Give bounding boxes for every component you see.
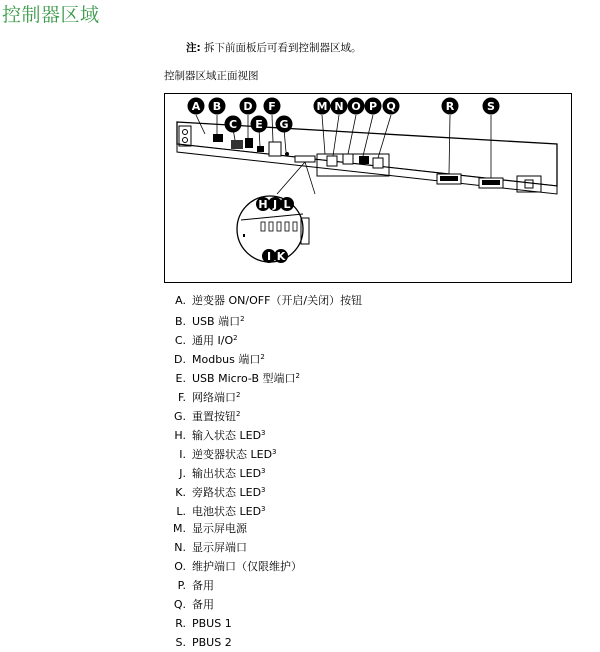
- svg-text:D: D: [243, 100, 253, 113]
- controller-front-view-figure: [164, 93, 572, 283]
- legend-item: [170, 633, 362, 652]
- legend-text: 逆变器 ON/OFF（开启/关闭）按钮: [192, 294, 363, 307]
- legend-footnote-ref: 3: [272, 448, 277, 456]
- callout-p: [365, 98, 382, 115]
- legend-item: [170, 329, 362, 348]
- legend-text: 电池状态 LED: [192, 505, 262, 518]
- callout-b: [209, 98, 226, 115]
- section-title: 控制器区域: [2, 4, 100, 26]
- legend-letter: K.: [175, 486, 186, 499]
- callout-g: [276, 116, 293, 133]
- legend-item: [170, 462, 362, 481]
- legend-letter: L.: [176, 505, 186, 518]
- svg-text:Q: Q: [386, 100, 396, 113]
- callout-m: [314, 98, 331, 115]
- legend-letter: R.: [175, 617, 186, 630]
- legend-item: [170, 443, 362, 462]
- note: [186, 40, 362, 55]
- legend-text: 维护端口（仅限维护）: [192, 560, 302, 573]
- legend-text: PBUS 2: [192, 636, 232, 649]
- legend-letter: I.: [179, 448, 186, 461]
- legend-letter: B.: [174, 315, 186, 328]
- callout-i: [262, 249, 276, 263]
- legend-text: 备用: [192, 579, 214, 592]
- svg-text:E: E: [255, 118, 263, 131]
- legend-letter: D.: [174, 353, 186, 366]
- callout-c: [225, 116, 242, 133]
- legend-item: [170, 405, 362, 424]
- legend-text: USB Micro-B 型端口: [192, 372, 296, 385]
- legend-item: [170, 424, 362, 443]
- legend-item: [170, 557, 362, 576]
- svg-text:A: A: [191, 100, 201, 113]
- svg-text:O: O: [351, 100, 361, 113]
- legend-item: [170, 519, 362, 538]
- legend-text: Modbus 端口: [192, 353, 261, 366]
- callout-f: [264, 98, 281, 115]
- legend-letter: C.: [174, 334, 186, 347]
- callout-q: [383, 98, 400, 115]
- svg-text:K: K: [276, 250, 286, 263]
- usb-micro-port-e: [257, 146, 264, 152]
- legend-letter: N.: [174, 541, 186, 554]
- svg-text:J: J: [272, 198, 278, 211]
- legend-item: [170, 500, 362, 519]
- svg-text:B: B: [212, 100, 222, 113]
- svg-text:L: L: [283, 198, 291, 211]
- legend-letter: J.: [179, 467, 186, 480]
- legend-text: 重置按钮: [192, 410, 236, 423]
- legend-text: 输入状态 LED: [192, 429, 262, 442]
- network-port-f: [269, 142, 281, 156]
- gpio-port-c: [231, 140, 243, 149]
- legend-letter: O.: [174, 560, 186, 573]
- callout-j: [268, 197, 282, 211]
- legend-item: [170, 310, 362, 329]
- svg-text:N: N: [334, 100, 344, 113]
- modbus-port-d: [245, 138, 253, 148]
- callout-r: [442, 98, 459, 115]
- figure-caption: 控制器区域正面视图: [164, 70, 259, 82]
- legend-letter: P.: [177, 579, 186, 592]
- callout-k: [274, 249, 288, 263]
- legend-footnote-ref: 2: [240, 315, 245, 323]
- legend-item: [170, 576, 362, 595]
- reset-button-g: [285, 152, 289, 156]
- legend-footnote-ref: 3: [261, 486, 266, 494]
- svg-text:M: M: [316, 100, 328, 113]
- legend-text: USB 端口: [192, 315, 241, 328]
- legend-footnote-ref: 2: [295, 372, 300, 380]
- legend-letter: H.: [174, 429, 186, 442]
- legend-text: 输出状态 LED: [192, 467, 262, 480]
- svg-text:H: H: [258, 198, 268, 211]
- callout-e: [251, 116, 268, 133]
- callout-s: [483, 98, 500, 115]
- svg-text:R: R: [445, 100, 455, 113]
- legend-list: [170, 291, 362, 652]
- legend-footnote-ref: 2: [236, 410, 241, 418]
- legend-footnote-ref: 3: [261, 467, 266, 475]
- note-text: 拆下前面板后可看到控制器区域。: [204, 42, 362, 54]
- svg-text:F: F: [268, 100, 276, 113]
- legend-footnote-ref: 2: [233, 334, 238, 342]
- legend-item: [170, 291, 362, 310]
- usb-port-b: [213, 134, 223, 142]
- legend-letter: M.: [173, 522, 186, 535]
- callout-h: [256, 197, 270, 211]
- legend-item: [170, 367, 362, 386]
- callout-l: [280, 197, 294, 211]
- legend-letter: S.: [175, 636, 186, 649]
- legend-text: PBUS 1: [192, 617, 232, 630]
- legend-footnote-ref: 3: [261, 429, 266, 437]
- svg-text:S: S: [487, 100, 495, 113]
- legend-item: [170, 348, 362, 367]
- legend-text: 逆变器状态 LED: [192, 448, 273, 461]
- svg-text:G: G: [279, 118, 289, 131]
- legend-footnote-ref: 2: [236, 391, 241, 399]
- legend-letter: F.: [177, 391, 186, 404]
- legend-item: [170, 538, 362, 557]
- svg-text:C: C: [228, 118, 238, 131]
- legend-letter: G.: [173, 410, 186, 423]
- callout-n: [331, 98, 348, 115]
- note-label: 注:: [186, 42, 201, 54]
- svg-text:P: P: [368, 100, 378, 113]
- legend-text: 备用: [192, 598, 214, 611]
- legend-text: 通用 I/O: [192, 334, 234, 347]
- legend-text: 显示屏端口: [192, 541, 247, 554]
- legend-letter: Q.: [173, 598, 186, 611]
- legend-footnote-ref: 3: [261, 505, 266, 513]
- legend-item: [170, 614, 362, 633]
- legend-item: [170, 481, 362, 500]
- callout-d: [240, 98, 257, 115]
- legend-text: 网络端口: [192, 391, 236, 404]
- legend-letter: A.: [175, 294, 186, 307]
- legend-item: [170, 595, 362, 614]
- callout-o: [348, 98, 365, 115]
- legend-text: 旁路状态 LED: [192, 486, 262, 499]
- legend-text: 显示屏电源: [192, 522, 247, 535]
- callout-a: [188, 98, 205, 115]
- controller-diagram: [165, 94, 571, 282]
- svg-text:I: I: [266, 250, 272, 263]
- legend-item: [170, 386, 362, 405]
- legend-footnote-ref: 2: [260, 353, 265, 361]
- legend-letter: E.: [175, 372, 186, 385]
- top-callouts: [188, 98, 500, 133]
